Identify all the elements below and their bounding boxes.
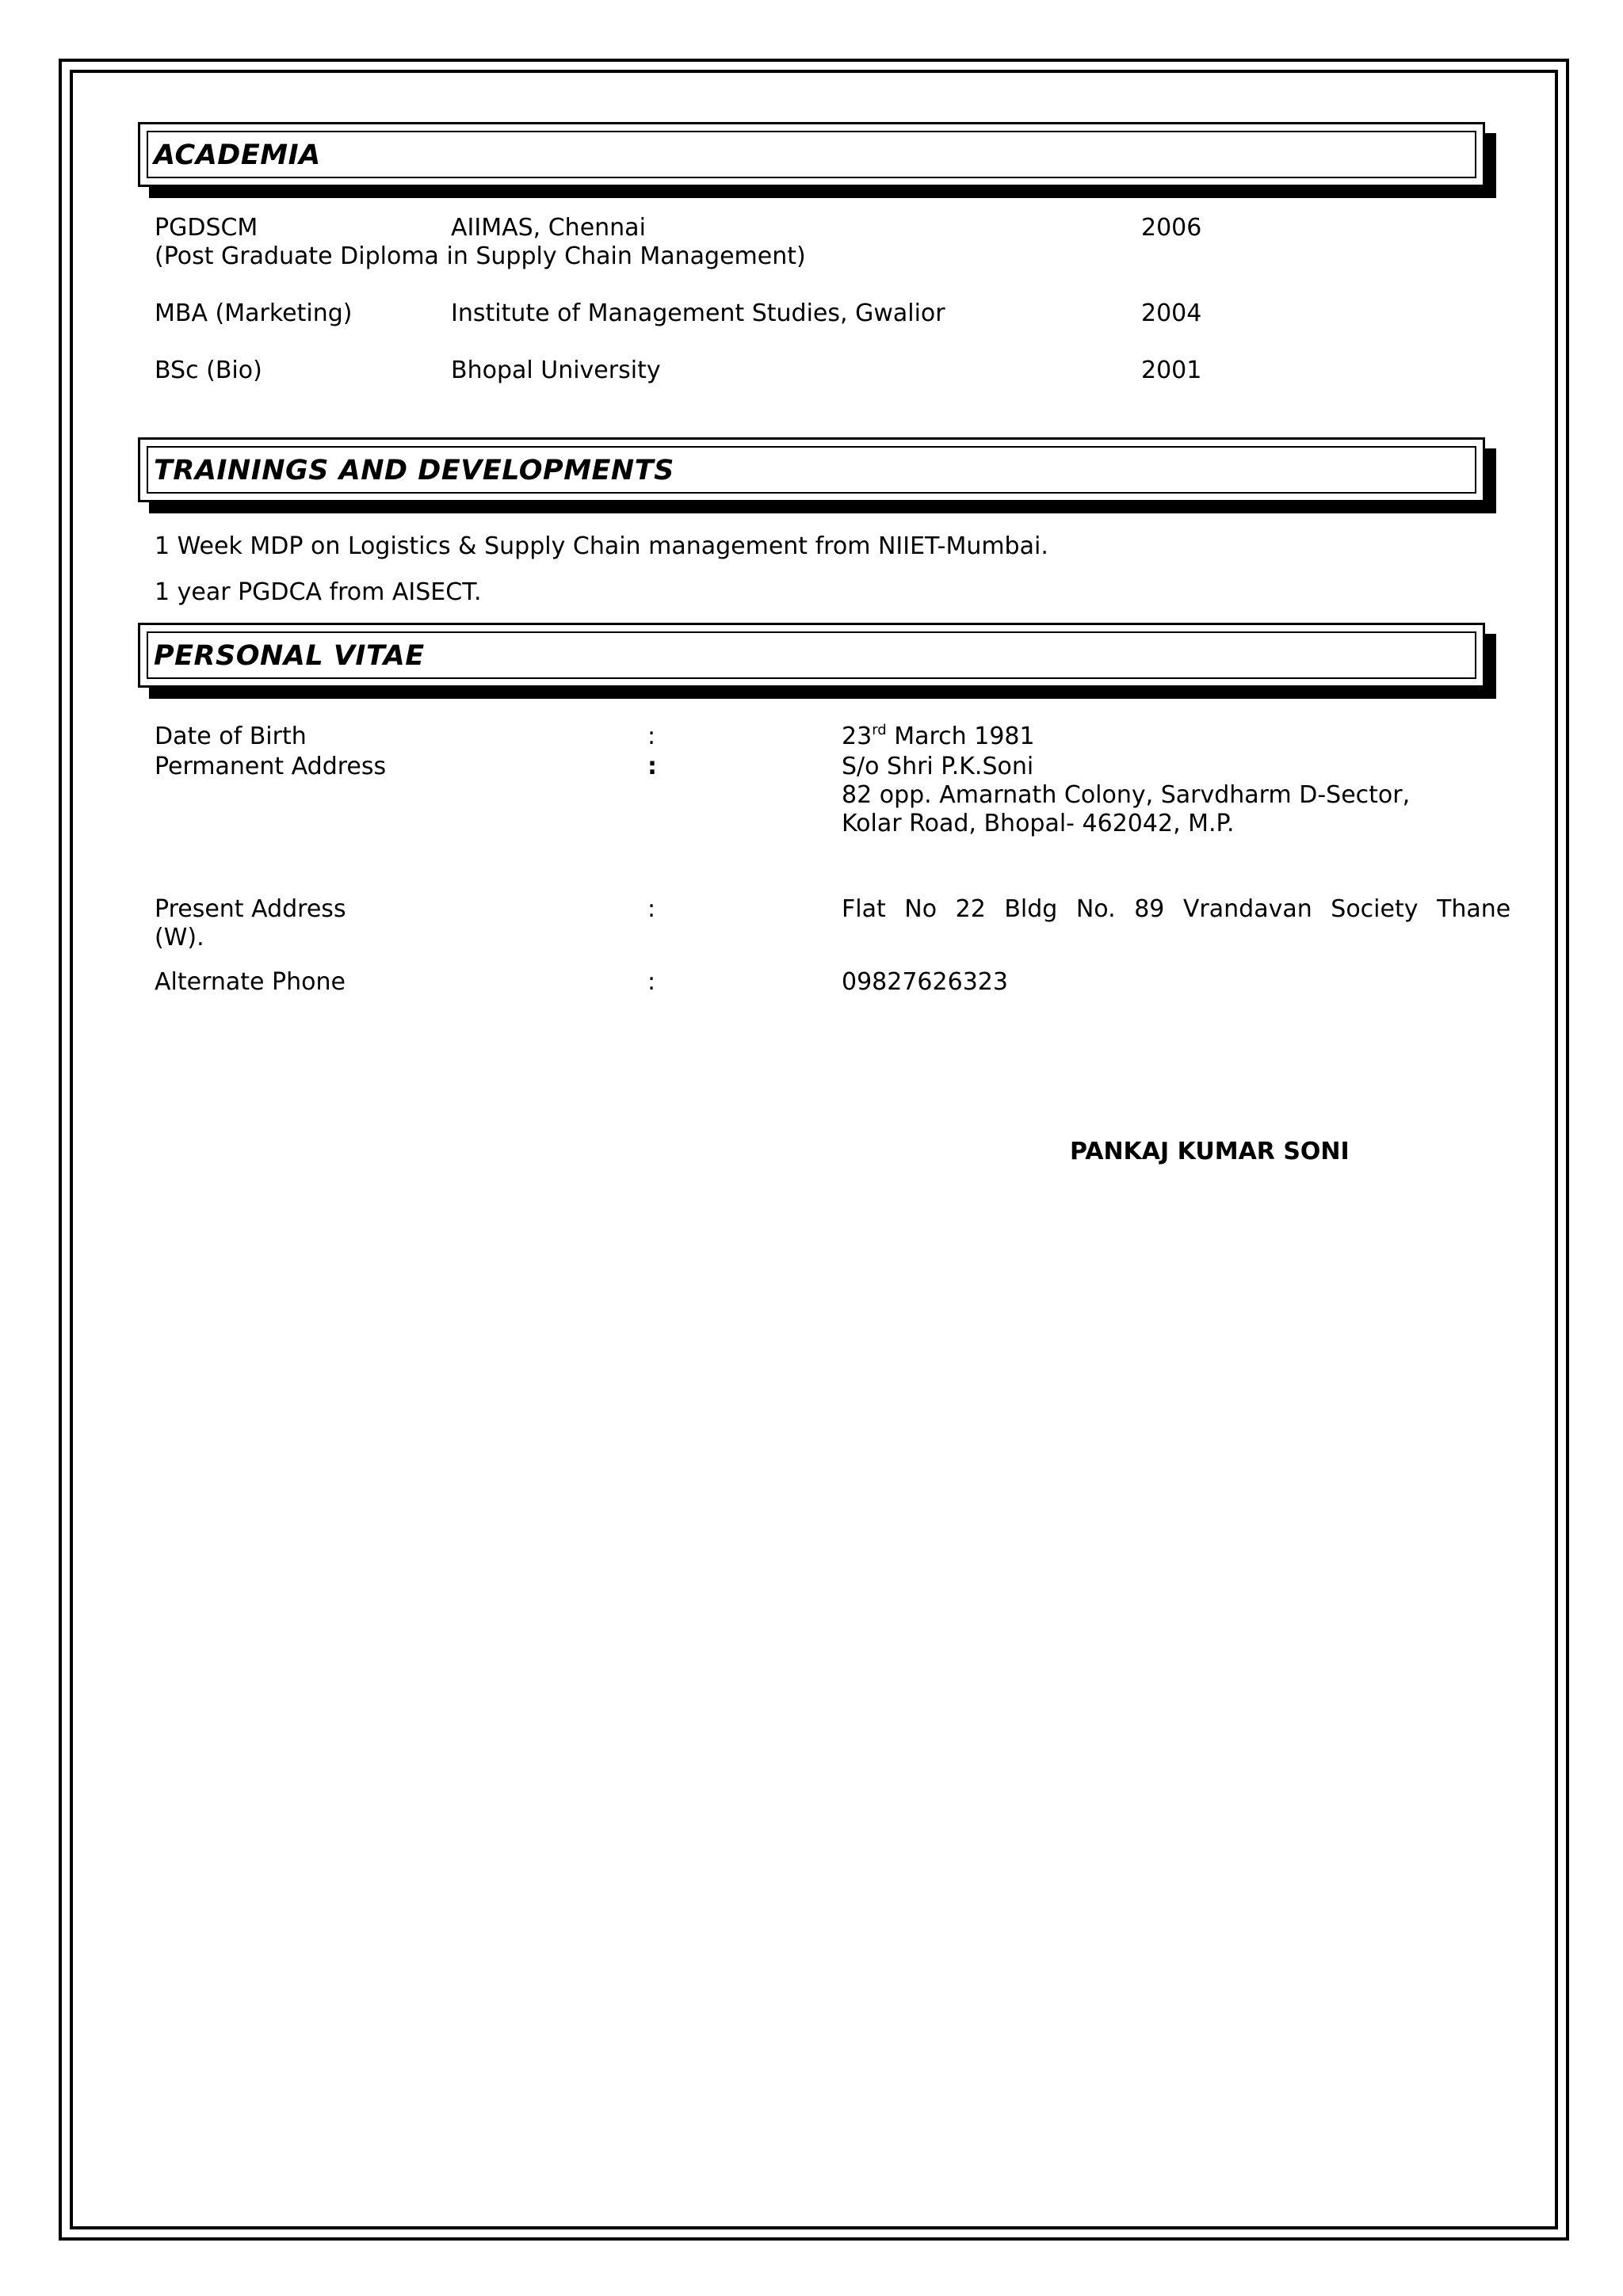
academia-year: 2006 xyxy=(1141,214,1202,242)
academia-note: (Post Graduate Diploma in Supply Chain Management) xyxy=(155,242,806,270)
present-address-cont: (W). xyxy=(155,924,204,952)
academia-degree: MBA (Marketing) xyxy=(155,299,353,327)
dob-value: 23rd March 1981 xyxy=(842,722,1035,750)
phone-label: Alternate Phone xyxy=(155,968,346,996)
personal-heading: PERSONAL VITAE xyxy=(154,640,425,672)
present-address-colon: : xyxy=(647,895,656,923)
phone-colon: : xyxy=(647,968,656,996)
present-address-label: Present Address xyxy=(155,895,346,923)
permanent-address-colon: : xyxy=(647,753,657,780)
trainings-heading-box xyxy=(138,437,1485,502)
permanent-address-line: 82 opp. Amarnath Colony, Sarvdharm D-Sector, xyxy=(842,781,1411,809)
permanent-address-label: Permanent Address xyxy=(155,753,387,780)
permanent-address-line: Kolar Road, Bhopal- 462042, M.P. xyxy=(842,810,1235,837)
dob-colon: : xyxy=(647,723,656,750)
present-address-value: Flat No 22 Bldg No. 89 Vrandavan Society Thane xyxy=(842,895,1511,923)
training-item: 1 year PGDCA from AISECT. xyxy=(155,578,482,606)
academia-year: 2001 xyxy=(1141,357,1202,384)
signature-name: PANKAJ KUMAR SONI xyxy=(1070,1138,1350,1165)
academia-year: 2004 xyxy=(1141,299,1202,327)
training-item: 1 Week MDP on Logistics & Supply Chain management from NIIET-Mumbai. xyxy=(155,532,1048,560)
academia-heading-box xyxy=(138,122,1485,187)
academia-degree: PGDSCM xyxy=(155,214,258,242)
academia-degree: BSc (Bio) xyxy=(155,357,262,384)
phone-value: 09827626323 xyxy=(842,968,1008,996)
academia-institute: Institute of Management Studies, Gwalior xyxy=(451,299,945,327)
trainings-heading: TRAININGS AND DEVELOPMENTS xyxy=(154,455,674,486)
dob-label: Date of Birth xyxy=(155,723,307,750)
personal-heading-box xyxy=(138,623,1485,688)
academia-heading: ACADEMIA xyxy=(154,139,321,171)
academia-institute: AIIMAS, Chennai xyxy=(451,214,646,242)
permanent-address-line: S/o Shri P.K.Soni xyxy=(842,753,1034,780)
academia-institute: Bhopal University xyxy=(451,357,661,384)
